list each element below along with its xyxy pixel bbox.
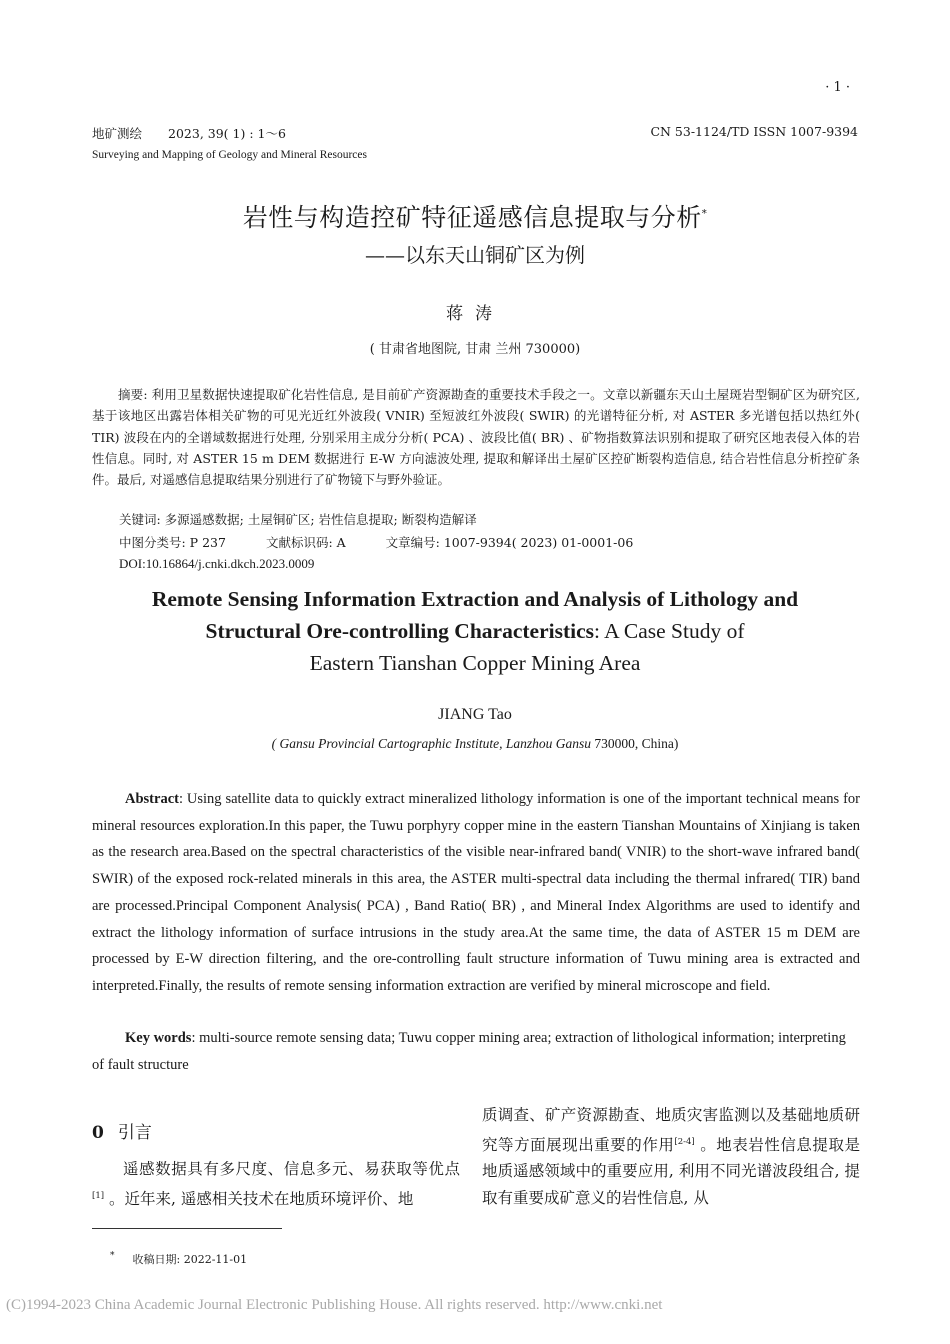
paper-subtitle-cn: ——以东天山铜矿区为例 bbox=[365, 243, 585, 267]
received-date: 收稿日期: 2022-11-01 bbox=[132, 1253, 248, 1266]
paper-title-en bbox=[0, 583, 950, 679]
article-number: 文章编号: 1007-9394( 2023) 01-0001-06 bbox=[385, 535, 634, 550]
keywords-en bbox=[92, 1025, 860, 1079]
journal-name-cn: 地矿测绘 bbox=[92, 126, 143, 141]
paper-title-cn bbox=[0, 198, 950, 234]
title-en-line1: Remote Sensing Information Extraction and Analysis of Lithology and bbox=[151, 587, 799, 611]
abstract-en bbox=[92, 786, 860, 1000]
abstract-cn-text: 利用卫星数据快速提取矿化岩性信息, 是目前矿产资源勘查的重要技术手段之一。文章以新疆东天山土屋斑岩型铜矿区为研究区, 基于该地区出露岩体相关矿物的可见光近红外波段( VNIR) 至短波红外波段( SWIR) 的光谱特征分析, 对 ASTER 多光谱包括以热红外( TIR) 波段在内的全谱域数据进行处理, 分别采用主成分分析( PCA) 、波段比值( BR) 、矿物指数算法识别和提取了研究区地表侵入体的岩性信息。同时, 对 ASTER 15 m DEM 数据进行 E-W 方向滤波处理, 提取和解译出土屋矿区控矿断裂构造信息, 结合岩性信息分析控矿条件。最后, 对遥感信息提取结果分别进行了矿物镜下与野外验证。 bbox=[92, 387, 860, 488]
abstract-cn-label: 摘要: bbox=[118, 387, 148, 402]
body-left-text-a: 遥感数据具有多尺度、信息多元、易获取等优点 bbox=[123, 1160, 460, 1178]
footnote bbox=[110, 1251, 247, 1267]
keywords-en-text: : multi-source remote sensing data; Tuwu copper mining area; extraction of lithological information; interpreting of fault structure bbox=[92, 1030, 846, 1073]
author-name-cn: 蒋涛 bbox=[446, 304, 504, 324]
citation-1[interactable]: [1] bbox=[92, 1190, 105, 1201]
abstract-cn bbox=[92, 384, 860, 490]
keywords-cn: 关键词: 多源遥感数据; 土屋铜矿区; 岩性信息提取; 断裂构造解译 bbox=[119, 512, 477, 527]
clc-number: 中图分类号: P 237 bbox=[119, 535, 226, 550]
title-en-line2-rest: : A Case Study of bbox=[594, 619, 745, 643]
section-number: 0 bbox=[92, 1123, 104, 1143]
classification-line bbox=[119, 533, 673, 551]
body-left-text-b: 。近年来, 遥感相关技术在地质环境评价、地 bbox=[104, 1189, 414, 1208]
journal-name-en: Surveying and Mapping of Geology and Mineral Resources bbox=[92, 149, 367, 161]
body-right-text-b: 。地表岩性信息提取是地质遥感领域中的重要应用, 利用不同光谱波段组合, 提取有重要成矿意义的岩性信息, 从 bbox=[482, 1135, 860, 1207]
citation-2-4[interactable]: [2-4] bbox=[674, 1136, 695, 1147]
document-code: 文献标识码: A bbox=[265, 535, 346, 550]
body-text-left-column bbox=[92, 1156, 460, 1212]
section-heading bbox=[92, 1118, 152, 1143]
body-right-text-a: 质调查、矿产资源勘查、地质灾害监测以及基础地质研究等方面展现出重要的作用 bbox=[482, 1106, 860, 1154]
body-text-right-column bbox=[482, 1102, 860, 1211]
footnote-divider bbox=[92, 1228, 282, 1229]
abstract-en-label: Abstract bbox=[125, 791, 179, 807]
affiliation-en-rest: 730000, China) bbox=[591, 736, 679, 751]
affiliation-en-italic: ( Gansu Provincial Cartographic Institute, Lanzhou Gansu bbox=[271, 736, 591, 751]
doi[interactable]: DOI:10.16864/j.cnki.dkch.2023.0009 bbox=[119, 556, 315, 571]
copyright-watermark: (C)1994-2023 China Academic Journal Electronic Publishing House. All rights reserved. http://www.cnki.net bbox=[6, 1297, 663, 1313]
author-affiliation-cn: ( 甘肃省地图院, 甘肃 兰州 730000) bbox=[369, 342, 581, 357]
author-affiliation-en bbox=[0, 736, 950, 752]
title-en-line2-bold: Structural Ore-controlling Characteristics bbox=[205, 619, 594, 643]
journal-header-cn bbox=[92, 124, 286, 142]
section-title: 引言 bbox=[117, 1123, 152, 1143]
abstract-en-text: : Using satellite data to quickly extract mineralized lithology information is one of the important technical means for mineral resources exploration.In this paper, the Tuwu porphyry copper mine in the eastern Tianshan Mountains of Xinjiang is taken as the research area.Based on the spectral characteristics of the visible near-infrared band( VNIR) to the short-wave infrared band( SWIR) of the exposed rock-related minerals in this area, the ASTER multi-spectral data including the thermal infrared( TIR) band are processed.Principal Component Analysis( PCA) , Band Ratio( BR) , and Mineral Index Algorithms are used to identify and extract the lithology information of surface intrusions in the study area.At the same time, the data of ASTER 15 m DEM are processed by E-W direction filtering, and the ore-controlling fault structure information of Tuwu mining area is extracted and interpreted.Finally, the results of remote sensing information extraction are verified by mineral microscope and field. bbox=[92, 791, 860, 994]
page-number: · 1 · bbox=[825, 80, 850, 95]
title-en-line3: Eastern Tianshan Copper Mining Area bbox=[309, 651, 641, 675]
issn-info: CN 53-1124/TD ISSN 1007-9394 bbox=[650, 124, 858, 139]
volume-info: 2023, 39( 1) : 1～6 bbox=[168, 126, 286, 141]
keywords-en-label: Key words bbox=[125, 1030, 192, 1046]
title-cn-text: 岩性与构造控矿特征遥感信息提取与分析 bbox=[242, 203, 702, 232]
title-footnote-mark: * bbox=[701, 208, 708, 220]
author-name-en: JIANG Tao bbox=[438, 706, 512, 723]
footnote-mark: * bbox=[110, 1251, 115, 1262]
